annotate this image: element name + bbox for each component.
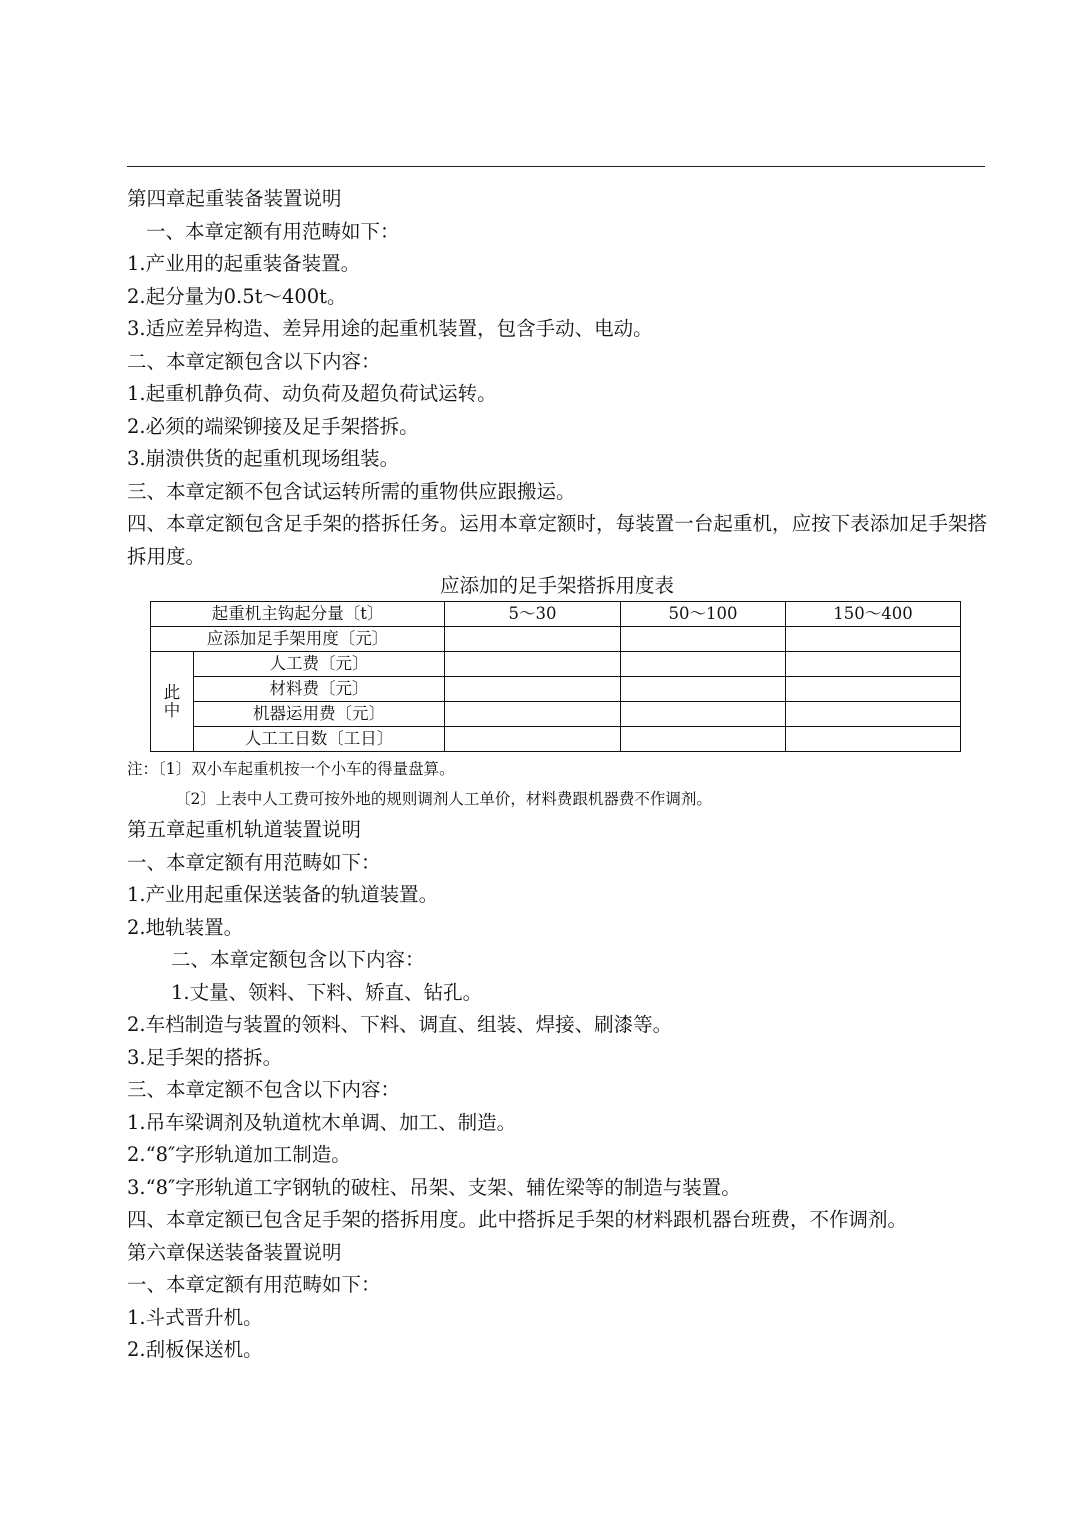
ch4-s1-item: 3.适应差异构造、差异用途的起重机装置，包含手动、电动。 (127, 317, 653, 340)
table-cell (445, 652, 621, 677)
row-label-total: 应添加足手架用度〔元〕 (151, 627, 445, 652)
ch5-section-2-heading: 二、本章定额包含以下内容： (171, 948, 425, 971)
table-cell (786, 702, 961, 727)
chapter-4-title: 第四章起重装备装置说明 (127, 187, 342, 210)
table-cell (621, 677, 786, 702)
ch5-s1-item: 1.产业用起重保送装备的轨道装置。 (127, 883, 439, 906)
table-row (151, 727, 961, 752)
table-cell (621, 702, 786, 727)
ch4-s1-item: 2.起分量为0.5t～400t。 (127, 284, 347, 308)
table-row (151, 702, 961, 727)
table-cell (621, 727, 786, 752)
group-label-char: 中 (163, 700, 181, 720)
ch4-section-3: 三、本章定额不包含试运转所需的重物供应跟搬运。 (127, 479, 576, 503)
ch5-section-1-heading: 一、本章定额有用范畴如下： (127, 850, 381, 874)
row-label: 人工费〔元〕 (194, 652, 445, 677)
table-row (151, 627, 961, 652)
table-cell (621, 652, 786, 677)
table-cell (621, 627, 786, 652)
ch5-section-4: 四、本章定额已包含足手架的搭拆用度。此中搭拆足手架的材料跟机器台班费，不作调剂。 (127, 1208, 908, 1231)
ch4-s1-item: 1.产业用的起重装备装置。 (127, 252, 361, 275)
ch5-s3-item: 3.“8″字形轨道工字钢轨的破柱、吊架、支架、辅佐梁等的制造与装置。 (127, 1175, 741, 1199)
table-cell (786, 652, 961, 677)
scaffold-fee-table (150, 601, 961, 752)
ch5-s2-item: 1.丈量、领料、下料、矫直、钻孔。 (171, 980, 483, 1004)
table-header-label: 起重机主钩起分量〔t〕 (151, 602, 445, 627)
ch6-section-1-heading: 一、本章定额有用范畴如下： (127, 1273, 381, 1296)
header-rule (127, 166, 985, 167)
ch4-section-4: 四、本章定额包含足手架的搭拆任务。运用本章定额时，每装置一台起重机，应按下表添加足手架搭拆用度。 (127, 512, 987, 568)
table-cell (445, 677, 621, 702)
group-label (151, 652, 194, 752)
table-title: 应添加的足手架搭拆用度表 (439, 574, 674, 597)
ch4-section-1-heading: 一、本章定额有用范畴如下： (146, 219, 400, 243)
ch4-s2-item: 3.崩溃供货的起重机现场组装。 (127, 447, 400, 470)
table-header-row (151, 602, 961, 627)
ch4-section-2-heading: 二、本章定额包含以下内容： (127, 349, 381, 373)
ch4-s2-item: 2.必须的端梁铆接及足手架搭拆。 (127, 414, 419, 438)
table-cell (445, 727, 621, 752)
row-label: 材料费〔元〕 (194, 677, 445, 702)
ch5-s3-item: 1.吊车梁调剂及轨道枕木单调、加工、制造。 (127, 1110, 517, 1134)
table-column-header: 150～400 (786, 602, 961, 627)
document-body (127, 183, 987, 1367)
table-note: 注：〔1〕双小车起重机按一个小车的得量盘算。 (127, 760, 455, 778)
ch5-s3-item: 2.“8″字形轨道加工制造。 (127, 1143, 351, 1166)
table-row (151, 652, 961, 677)
table-cell (445, 702, 621, 727)
table-column-header: 50～100 (621, 602, 786, 627)
row-label: 机器运用费〔元〕 (194, 702, 445, 727)
table-cell (786, 727, 961, 752)
table-cell (786, 627, 961, 652)
ch5-s2-item: 3.足手架的搭拆。 (127, 1045, 283, 1069)
table-note: 〔2〕上表中人工费可按外地的规则调剂人工单价，材料费跟机器费不作调剂。 (175, 790, 712, 808)
ch5-section-3-heading: 三、本章定额不包含以下内容： (127, 1078, 401, 1101)
chapter-5-title: 第五章起重机轨道装置说明 (127, 818, 362, 841)
ch6-s1-item: 2.刮板保送机。 (127, 1338, 263, 1361)
table-row (151, 677, 961, 702)
table-column-header: 5～30 (445, 602, 621, 627)
ch5-s1-item: 2.地轨装置。 (127, 915, 244, 939)
ch4-s2-item: 1.起重机静负荷、动负荷及超负荷试运转。 (127, 382, 497, 405)
table-cell (786, 677, 961, 702)
ch6-s1-item: 1.斗式晋升机。 (127, 1305, 263, 1329)
row-label: 人工工日数〔工日〕 (194, 727, 445, 752)
table-cell (445, 627, 621, 652)
chapter-6-title: 第六章保送装备装置说明 (127, 1240, 342, 1264)
ch5-s2-item: 2.车档制造与装置的领料、下料、调直、组装、焊接、刷漆等。 (127, 1013, 673, 1036)
group-label-char: 此 (163, 682, 181, 702)
